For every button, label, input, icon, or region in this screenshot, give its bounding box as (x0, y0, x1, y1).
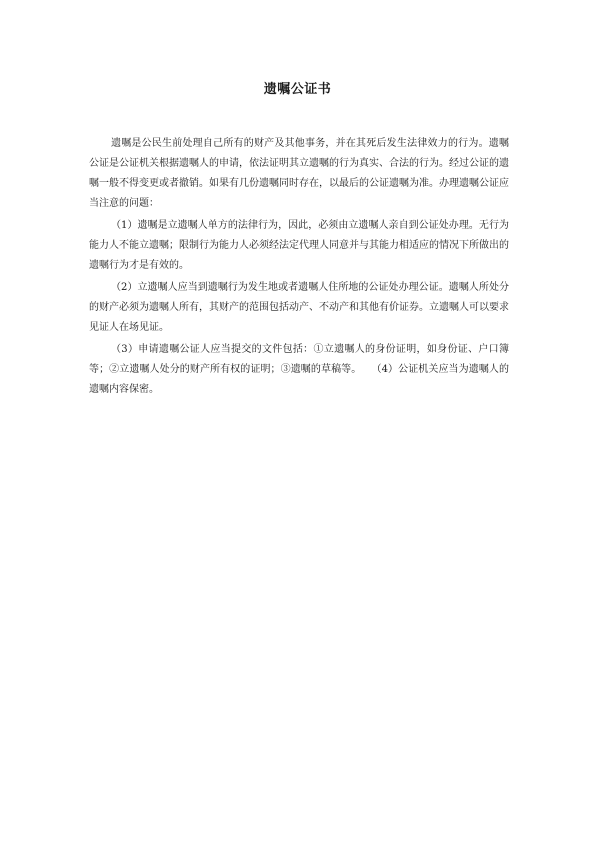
intro-paragraph: 遗嘱是公民生前处理自己所有的财产及其他事务，并在其死后发生法律效力的行为。遗嘱公证是公证机关根据遗嘱人的申请，依法证明其立遗嘱的行为真实、合法的行为。经过公证的遗嘱一般不得变更或者撤销。如果有几份遗嘱同时存在，以最后的公证遗嘱为准。办理遗嘱公证应当注意的问题： (89, 138, 509, 209)
point-3-4-paragraph: （3）申请遗嘱公证人应当提交的文件包括：①立遗嘱人的身份证明，如身份证、户口簿等；②立遗嘱人处分的财产所有权的证明；③遗嘱的草稿等。 （4）公证机关应当为遗嘱人的遗嘱内容保密。 (89, 344, 509, 395)
point-1-paragraph: （1）遗嘱是立遗嘱人单方的法律行为，因此，必须由立遗嘱人亲自到公证处办理。无行为能力人不能立遗嘱；限制行为能力人必须经法定代理人同意并与其能力相适应的情况下所做出的遗嘱行为才是有效的。 (89, 220, 509, 271)
document-body (89, 134, 509, 402)
point-2-paragraph: （2）立遗嘱人应当到遗嘱行为发生地或者遗嘱人住所地的公证处办理公证。遗嘱人所处分的财产必须为遗嘱人所有，其财产的范围包括动产、不动产和其他有价证券。立遗嘱人可以要求见证人在场见证。 (89, 282, 509, 333)
document-title: 遗嘱公证书 (263, 82, 332, 97)
